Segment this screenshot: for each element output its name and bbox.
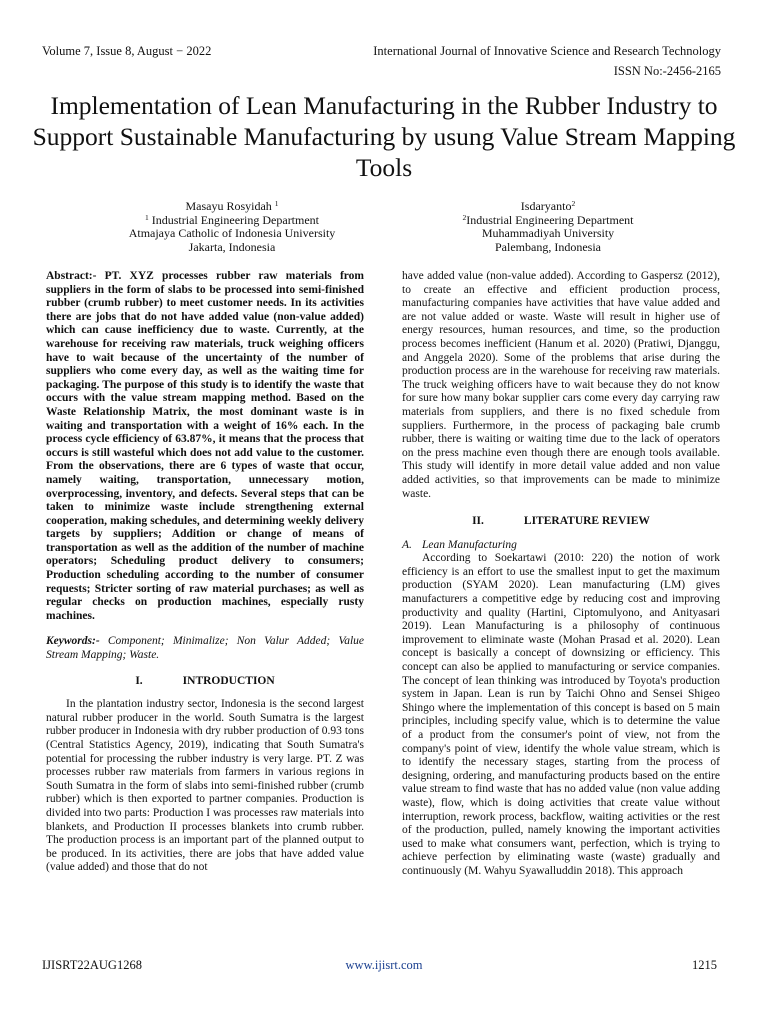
section-heading-introduction: I. INTRODUCTION — [135, 674, 275, 687]
author-university: Muhammadiyah University — [481, 226, 615, 241]
footer-website-link[interactable]: www.ijisrt.com — [345, 958, 423, 972]
author-block-2 — [398, 200, 698, 254]
subsection-heading-lean-manufacturing: A. Lean Manufacturing — [402, 538, 517, 551]
header-journal: International Journal of Innovative Science and Research Technology — [373, 44, 721, 58]
author-name: Isdaryanto$^2$ — [520, 199, 576, 213]
author-city: Palembang, Indonesia — [495, 239, 601, 254]
author-block-1 — [82, 200, 382, 254]
introduction-continued: have added value (non-value added). According to Gaspersz (2012), to create an effective and efficient production process, manufacturing companies have activities that have value added and are not value added or waste. Waste will result in higher use of energy resources, human resources, and time, so the production process becomes inefficient (Hanum et al. 2020) (Pratiwi, Djanggu, and Anggela 2020). Some of the problems that arise during the production process are in the warehouse for receiving raw materials. The truck weighing officers have to wait because they do not know for sure how many bokar supplier cars come every day carrying raw materials from suppliers, and there is no fixed schedule from suppliers. Furthermore, in the process of packaging bale crumb rubber, there is waiting or waiting time due to the lack of operators on the press machine even though there are enough tools available. This study will identify in more detail value added and non value added activities, so that improvements can be made to minimize waste. — [402, 270, 720, 500]
header-issn: ISSN No:-2456-2165 — [613, 64, 721, 78]
introduction-paragraph: In the plantation industry sector, Indonesia is the second largest natural rubber producer in the world. South Sumatra is the largest rubber producer in Indonesia with dry rubber production of 0.93 tons (Central Statistics Agency, 2019), indicating that South Sumatra's potential for processing the rubber industry is very large. PT. Z was processes rubber raw materials from farmers in various regions in South Sumatra in the form of slabs into semi-finished rubber (crumb rubber) which is then exported to partner companies. Production is divided into two parts: Production I was processes raw materials into blankets, and Production II processes blankets into crumb rubber. The production process is an important part of the planned output to be produced. In its activities, there are jobs that have added value (value added) and those that do not — [46, 698, 364, 874]
section-heading-literature-review: II. LITERATURE REVIEW — [472, 515, 650, 528]
right-column — [402, 270, 720, 879]
author-name: Masayu Rosyidah $^1$ — [185, 199, 279, 213]
footer-paper-code: IJISRT22AUG1268 — [42, 958, 142, 972]
left-column — [46, 270, 364, 875]
author-city: Jakarta, Indonesia — [188, 239, 276, 254]
paper-title: Implementation of Lean Manufacturing in the Rubber Industry to Support Sustainable Manufacturing by usung Value Stream Mapping Tools — [32, 91, 736, 182]
author-department: $^2$Industrial Engineering Department — [462, 212, 634, 227]
footer-page-number: 1215 — [692, 958, 717, 972]
abstract: Abstract:- PT. XYZ processes rubber raw materials from suppliers in the form of slabs to be processed into semi-finished rubber (crumb rubber) to meet customer needs. In its activities there are jobs that do not have added value (non-value added) which can cause inefficiency due to waste. Currently, at the warehouse for receiving raw materials, truck weighing officers have to wait because of the uncertainty of the number of suppliers who come every day, as well as the waiting time for packaging. The purpose of this study is to identify the waste that occurs with the value stream mapping method. Based on the Waste Relationship Matrix, the most dominant waste is in waiting and transportation with a weight of 16% each. In the process cycle efficiency of 63.87%, it means that the process that occurs is still wasteful which does not add value to the customer. From the observations, there are 6 types of waste that occur, namely waiting, transportation, unnecessary motion, overprocessing, inventory, and defects. Several steps that can be taken to minimize waste include strengthening external cooperation, making schedules, and determining weekly delivery targets by suppliers; Addition or change of means of transportation as well as the addition of the number of machine operators; Scheduling product delivery to consumers; Production scheduling according to the number of consumer requests; Stricter sorting of raw material purchases; as well as regular checks on production machines, especially rusty machines. — [46, 270, 364, 622]
header-volume: Volume 7, Issue 8, August − 2022 — [42, 44, 212, 58]
literature-paragraph: According to Soekartawi (2010: 220) the notion of work efficiency is an effort to use the smallest input to get the maximum production (SYAM 2020). Lean manufacturing (LM) gives manufacturers a competitive edge by reducing cost and improving productivity and quality (Hartini, Ciptomulyono, and Anityasari 2019). Lean Manufacturing is a philosophy of continuous improvement to eliminate waste (Mohan Prasad et al. 2020). Lean concept is basically a concept of downsizing or efficiency. This concept can also be applied to manufacturing or service companies. The concept of lean thinking was introduced by Toyota's production system in Japan. Lean is run by Taichi Ohno and Sensei Shigeo Shingo where the implementation of this concept is based on 5 main principles, including specify value, which is to determine the value of a product from the consumer's point of view, not from the company's point of view, identify the whole value stream, which is to identify the necessary stages, starting from the process of designing, ordering, and manufacturing products based on the entire value stream to find waste that has no added value (non value adding waste), flow, which is doing activities that create value without interruption, rework process, backflow, waiting activities or the rest of the production, pulled, namely knowing the important activities used to make what consumers want, perfection, which is trying to achieve perfection by eliminating waste (waste) gradually and continuously (M. Wahyu Syawalluddin 2018). This approach — [402, 552, 720, 877]
author-university: Atmajaya Catholic of Indonesia University — [128, 226, 336, 241]
author-department: $^1$ Industrial Engineering Department — [144, 212, 320, 227]
keywords: Keywords:- Component; Minimalize; Non Valur Added; Value Stream Mapping; Waste. — [46, 635, 365, 662]
